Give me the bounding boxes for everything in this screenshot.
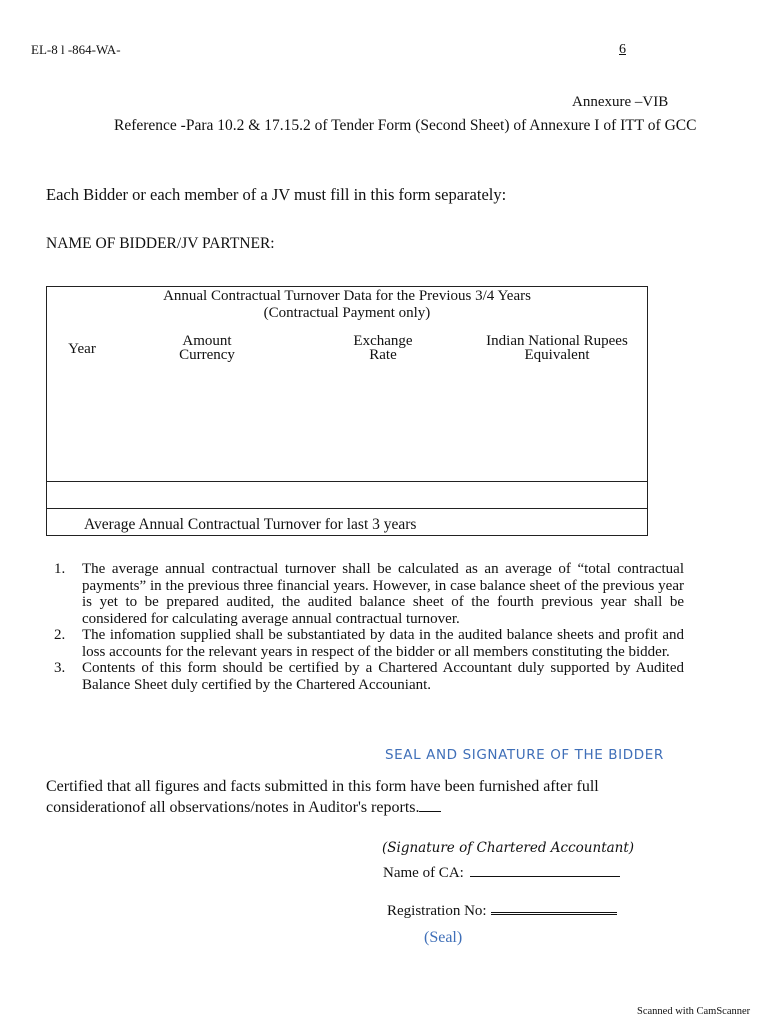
document-code: EL-8 l -864-WA- xyxy=(31,42,121,57)
registration-label: Registration No: xyxy=(387,903,487,919)
column-header-inr-line2: Equivalent xyxy=(524,347,590,363)
ca-signature-label: (Signature of Chartered Accountant) xyxy=(382,840,635,856)
column-header-exchange-line1: Exchange xyxy=(353,333,413,349)
list-item xyxy=(52,627,684,660)
table-title xyxy=(47,288,647,322)
note-number: 1. xyxy=(54,561,66,577)
turnover-table xyxy=(46,286,648,536)
note-text: The infomation supplied shall be substantiated by data in the audited balance sheets and profit and loss accounts for the relevant years in respect of the bidder or all members constituting the bidder. xyxy=(82,627,684,660)
bidder-name-label: NAME OF BIDDER/JV PARTNER: xyxy=(46,235,275,252)
page-number: 6 xyxy=(619,42,626,57)
list-item xyxy=(52,561,684,627)
table-title-line2: (Contractual Payment only) xyxy=(263,305,431,321)
column-header-year: Year xyxy=(68,341,96,357)
list-item xyxy=(52,660,684,693)
registration-blank xyxy=(491,901,617,915)
table-title-line1: Annual Contractual Turnover Data for the Previous 3/4 Years xyxy=(163,288,531,304)
ca-name-blank xyxy=(470,864,620,877)
registration-field xyxy=(387,901,617,920)
note-text: The average annual contractual turnover shall be calculated as an average of “total contractual payments” in the previous three financial years. However, in case balance sheet of the previous year is yet to be prepared audited, the audited balance sheet of the fourth previous year shall be considered for calculating average annual contractual turnover. xyxy=(82,561,684,627)
annexure-label: Annexure –VIB xyxy=(572,94,669,110)
instruction-text: Each Bidder or each member of a JV must fill in this form separately: xyxy=(46,185,507,204)
column-header-exchange-rate xyxy=(327,334,439,362)
column-header-amount-line1: Amount xyxy=(182,333,232,349)
ca-name-label: Name of CA: xyxy=(383,865,464,881)
average-turnover-row: Average Annual Contractual Turnover for last 3 years xyxy=(84,516,417,533)
column-header-inr-line1: Indian National Rupees xyxy=(486,333,628,349)
column-header-amount xyxy=(159,334,255,362)
bidder-seal-signature-label: SEAL AND SIGNATURE OF THE BIDDER xyxy=(385,747,664,763)
notes-list xyxy=(52,561,684,693)
scanner-watermark: Scanned with CamScanner xyxy=(637,1006,751,1017)
reference-text: Reference -Para 10.2 & 17.15.2 of Tender Form (Second Sheet) of Annexure I of ITT of GCC xyxy=(114,117,697,134)
ca-seal-label: (Seal) xyxy=(424,929,463,946)
note-number: 2. xyxy=(54,627,66,643)
certification-text: Certified that all figures and facts submitted in this form have been furnished after full considerationof all observations/notes in Auditor's reports. xyxy=(46,778,599,816)
column-header-inr xyxy=(472,334,642,362)
table-divider xyxy=(47,481,647,482)
column-header-exchange-line2: Rate xyxy=(369,347,397,363)
note-number: 3. xyxy=(54,660,66,676)
note-text: Contents of this form should be certified by a Chartered Accountant duly supported by Audited Balance Sheet duly certified by the Chartered Accouniant. xyxy=(82,660,684,693)
ca-name-field xyxy=(383,864,620,882)
certification-statement xyxy=(46,776,626,818)
signature-blank xyxy=(419,799,441,812)
column-header-amount-line2: Currency xyxy=(179,347,235,363)
table-divider xyxy=(47,508,647,509)
